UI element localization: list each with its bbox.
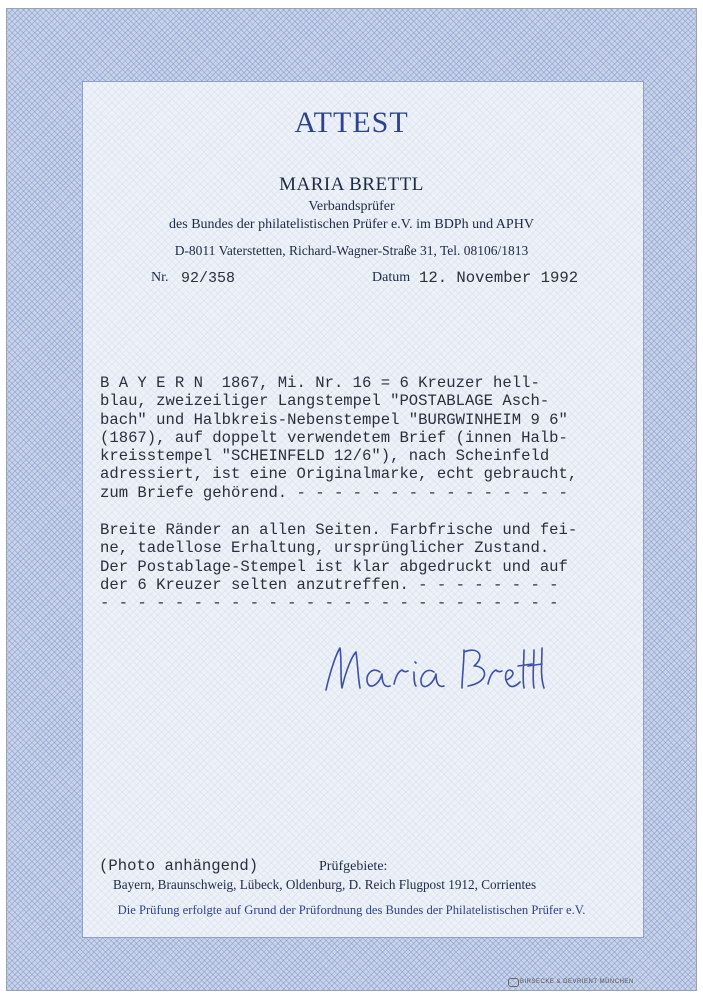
description-line: (1867), auf doppelt verwendetem Brief (innen Halb- bbox=[100, 428, 568, 447]
description-line: kreisstempel "SCHEINFELD 12/6"), nach Scheinfeld bbox=[100, 447, 550, 466]
examiner-association: des Bundes der philatelistischen Prüfer e.V. im BDPh und APHV bbox=[169, 217, 534, 232]
condition-paragraph bbox=[100, 521, 620, 612]
printer-logo-icon bbox=[508, 978, 519, 987]
datum-value: 12. November 1992 bbox=[419, 269, 579, 287]
pruefgebiete-list: Bayern, Braunschweig, Lübeck, Oldenburg, D. Reich Flugpost 1912, Corrientes bbox=[113, 877, 537, 892]
condition-line: Der Postablage-Stempel ist klar abgedruckt und auf bbox=[100, 557, 568, 576]
signature-drawing bbox=[318, 632, 548, 702]
printer-imprint: BIRSECKE & DEVRIENT MÜNCHEN bbox=[520, 979, 634, 985]
description-line: adressiert, ist eine Originalmarke, echt gebraucht, bbox=[100, 465, 578, 484]
description-line: bach" und Halbkreis-Nebenstempel "BURGWINHEIM 9 6" bbox=[100, 410, 568, 429]
signature bbox=[318, 632, 548, 707]
disclaimer: Die Prüfung erfolgte auf Grund der Prüfordnung des Bundes der Philatelistischen Prüfer e.V. bbox=[117, 903, 586, 917]
examiner-name: MARIA BRETTL bbox=[279, 174, 424, 195]
description-line: blau, zweizeiliger Langstempel "POSTABLAGE Asch- bbox=[100, 392, 550, 411]
examiner-address: D-8011 Vaterstetten, Richard-Wagner-Straße 31, Tel. 08106/1813 bbox=[174, 243, 529, 258]
condition-line: der 6 Kreuzer selten anzutreffen. - - - - - - - - bbox=[100, 575, 559, 594]
description-paragraph bbox=[100, 374, 620, 502]
condition-line: ne, tadellose Erhaltung, ursprünglicher Zustand. bbox=[100, 539, 550, 558]
description-line: zum Briefe gehörend. - - - - - - - - - - - - - - - bbox=[100, 483, 568, 502]
photo-note: (Photo anhängend) bbox=[99, 857, 259, 875]
condition-line: Breite Ränder an allen Seiten. Farbfrische und fei- bbox=[100, 521, 578, 539]
nr-label: Nr. bbox=[151, 270, 169, 285]
examiner-role: Verbandsprüfer bbox=[308, 199, 395, 214]
certificate-title: ATTEST bbox=[294, 106, 409, 139]
nr-value: 92/358 bbox=[181, 270, 236, 287]
pruefgebiete-label: Prüfgebiete: bbox=[319, 859, 388, 874]
datum-label: Datum bbox=[372, 270, 411, 285]
description-line: B A Y E R N 1867, Mi. Nr. 16 = 6 Kreuzer hell- bbox=[100, 374, 540, 392]
condition-line: - - - - - - - - - - - - - - - - - - - - - - - - - bbox=[100, 594, 559, 613]
